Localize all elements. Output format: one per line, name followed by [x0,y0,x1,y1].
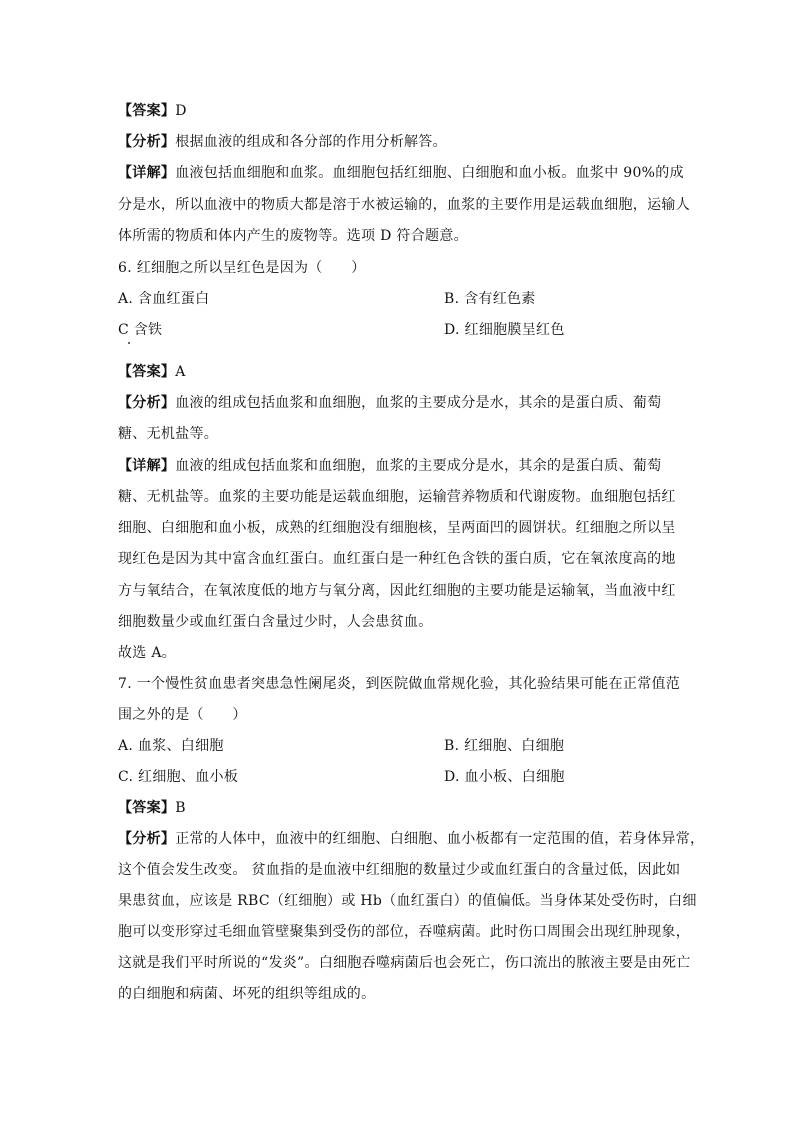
q6-detail-line [118,456,661,476]
detail-label: 【详解】 [118,165,176,181]
q6-detail-line: 现红色是因为其中富含血红蛋白。血红蛋白是一种红色含铁的蛋白质，它在氧浓度高的地 [118,551,676,567]
q7-option-a: A. 血浆、白细胞 [118,738,224,754]
q6-option-c: C 含铁 [118,322,163,338]
q6-stem: 6. 红细胞之所以呈红色是因为（ ） [118,260,366,276]
q6-answer [118,362,186,382]
q7-option-b: B. 红细胞、白细胞 [444,738,565,754]
answer-label: 【答案】 [118,364,176,380]
q5-detail-line: 分是水，所以血液中的物质大都是溶于水被运输的，血浆的主要作用是运载血细胞，运输人 [118,197,690,213]
q6-detail-line: 细胞、白细胞和血小板，成熟的红细胞没有细胞核，呈两面凹的圆饼状。红细胞之所以呈 [118,520,676,536]
q6-detail-line: 糖、无机盐等。血浆的主要功能是运载血细胞，运输营养物质和代谢废物。血细胞包括红 [118,489,676,505]
q6-analysis-line [118,393,661,413]
q7-analysis-line: 这就是我们平时所说的“发炎”。白细胞吞噬病菌后也会死亡，伤口流出的脓液主要是由死亡 [118,955,691,971]
analysis-label: 【分析】 [118,395,176,411]
q5-detail-line [118,163,684,183]
q5-detail-line: 体所需的物质和体内产生的废物等。选项 D 符合题意。 [118,228,468,244]
q7-option-c: C. 红细胞、血小板 [118,769,239,785]
analysis-text: 正常的人体中，血液中的红细胞、白细胞、血小板都有一定范围的值，若身体异常， [175,831,705,847]
q6-detail-line: 细胞数量少或血红蛋白含量过少时，人会患贫血。 [118,614,433,630]
q7-stem-line: 7. 一个慢性贫血患者突患急性阑尾炎，到医院做血常规化验，其化验结果可能在正常值范 [118,676,681,692]
q6-conclusion: 故选 A。 [118,645,177,661]
q6-option-b: B. 含有红色素 [444,291,536,307]
q5-analysis [118,132,447,152]
answer-label: 【答案】 [118,103,176,119]
q7-analysis-line: 果患贫血，应该是 RBC（红细胞）或 Hb（血红蛋白）的值偏低。当身体某处受伤时，白细 [118,893,697,909]
q6-detail-line: 方与氧结合，在氧浓度低的地方与氧分离，因此红细胞的主要功能是运输氧，当血液中红 [118,583,676,599]
analysis-text: 血液的组成包括血浆和血细胞，血浆的主要成分是水，其余的是蛋白质、葡萄 [175,395,662,411]
q6-analysis-line: 糖、无机盐等。 [118,426,219,442]
q7-analysis-line: 这个值会发生改变。 贫血指的是血液中红细胞的数量过少或血红蛋白的含量过低，因此如 [118,862,681,878]
answer-value: B [175,800,186,816]
q5-answer [118,101,187,121]
analysis-label: 【分析】 [118,134,176,150]
q7-analysis-line [118,829,704,849]
q7-stem-line: 围之外的是（ ） [118,707,247,723]
q7-option-d: D. 血小板、白细胞 [444,769,565,785]
q7-analysis-line: 的白细胞和病菌、坏死的组织等组成的。 [118,986,376,1002]
detail-label: 【详解】 [118,458,176,474]
answer-value: D [175,103,187,119]
q6-option-a: A. 含血红蛋白 [118,291,210,307]
detail-text: 血液包括血细胞和血浆。血细胞包括红细胞、白细胞和血小板。血浆中 90%的成 [175,165,684,181]
q6-option-d: D. 红细胞膜呈红色 [444,322,565,338]
stray-dot-mark [128,342,130,344]
answer-label: 【答案】 [118,800,176,816]
analysis-text: 根据血液的组成和各分部的作用分析解答。 [175,134,447,150]
detail-text: 血液的组成包括血浆和血细胞，血浆的主要成分是水，其余的是蛋白质、葡萄 [175,458,662,474]
answer-value: A [175,364,186,380]
analysis-label: 【分析】 [118,831,176,847]
q7-answer [118,798,186,818]
q7-analysis-line: 胞可以变形穿过毛细血管壁聚集到受伤的部位，吞噬病菌。此时伤口周围会出现红肿现象， [118,924,690,940]
